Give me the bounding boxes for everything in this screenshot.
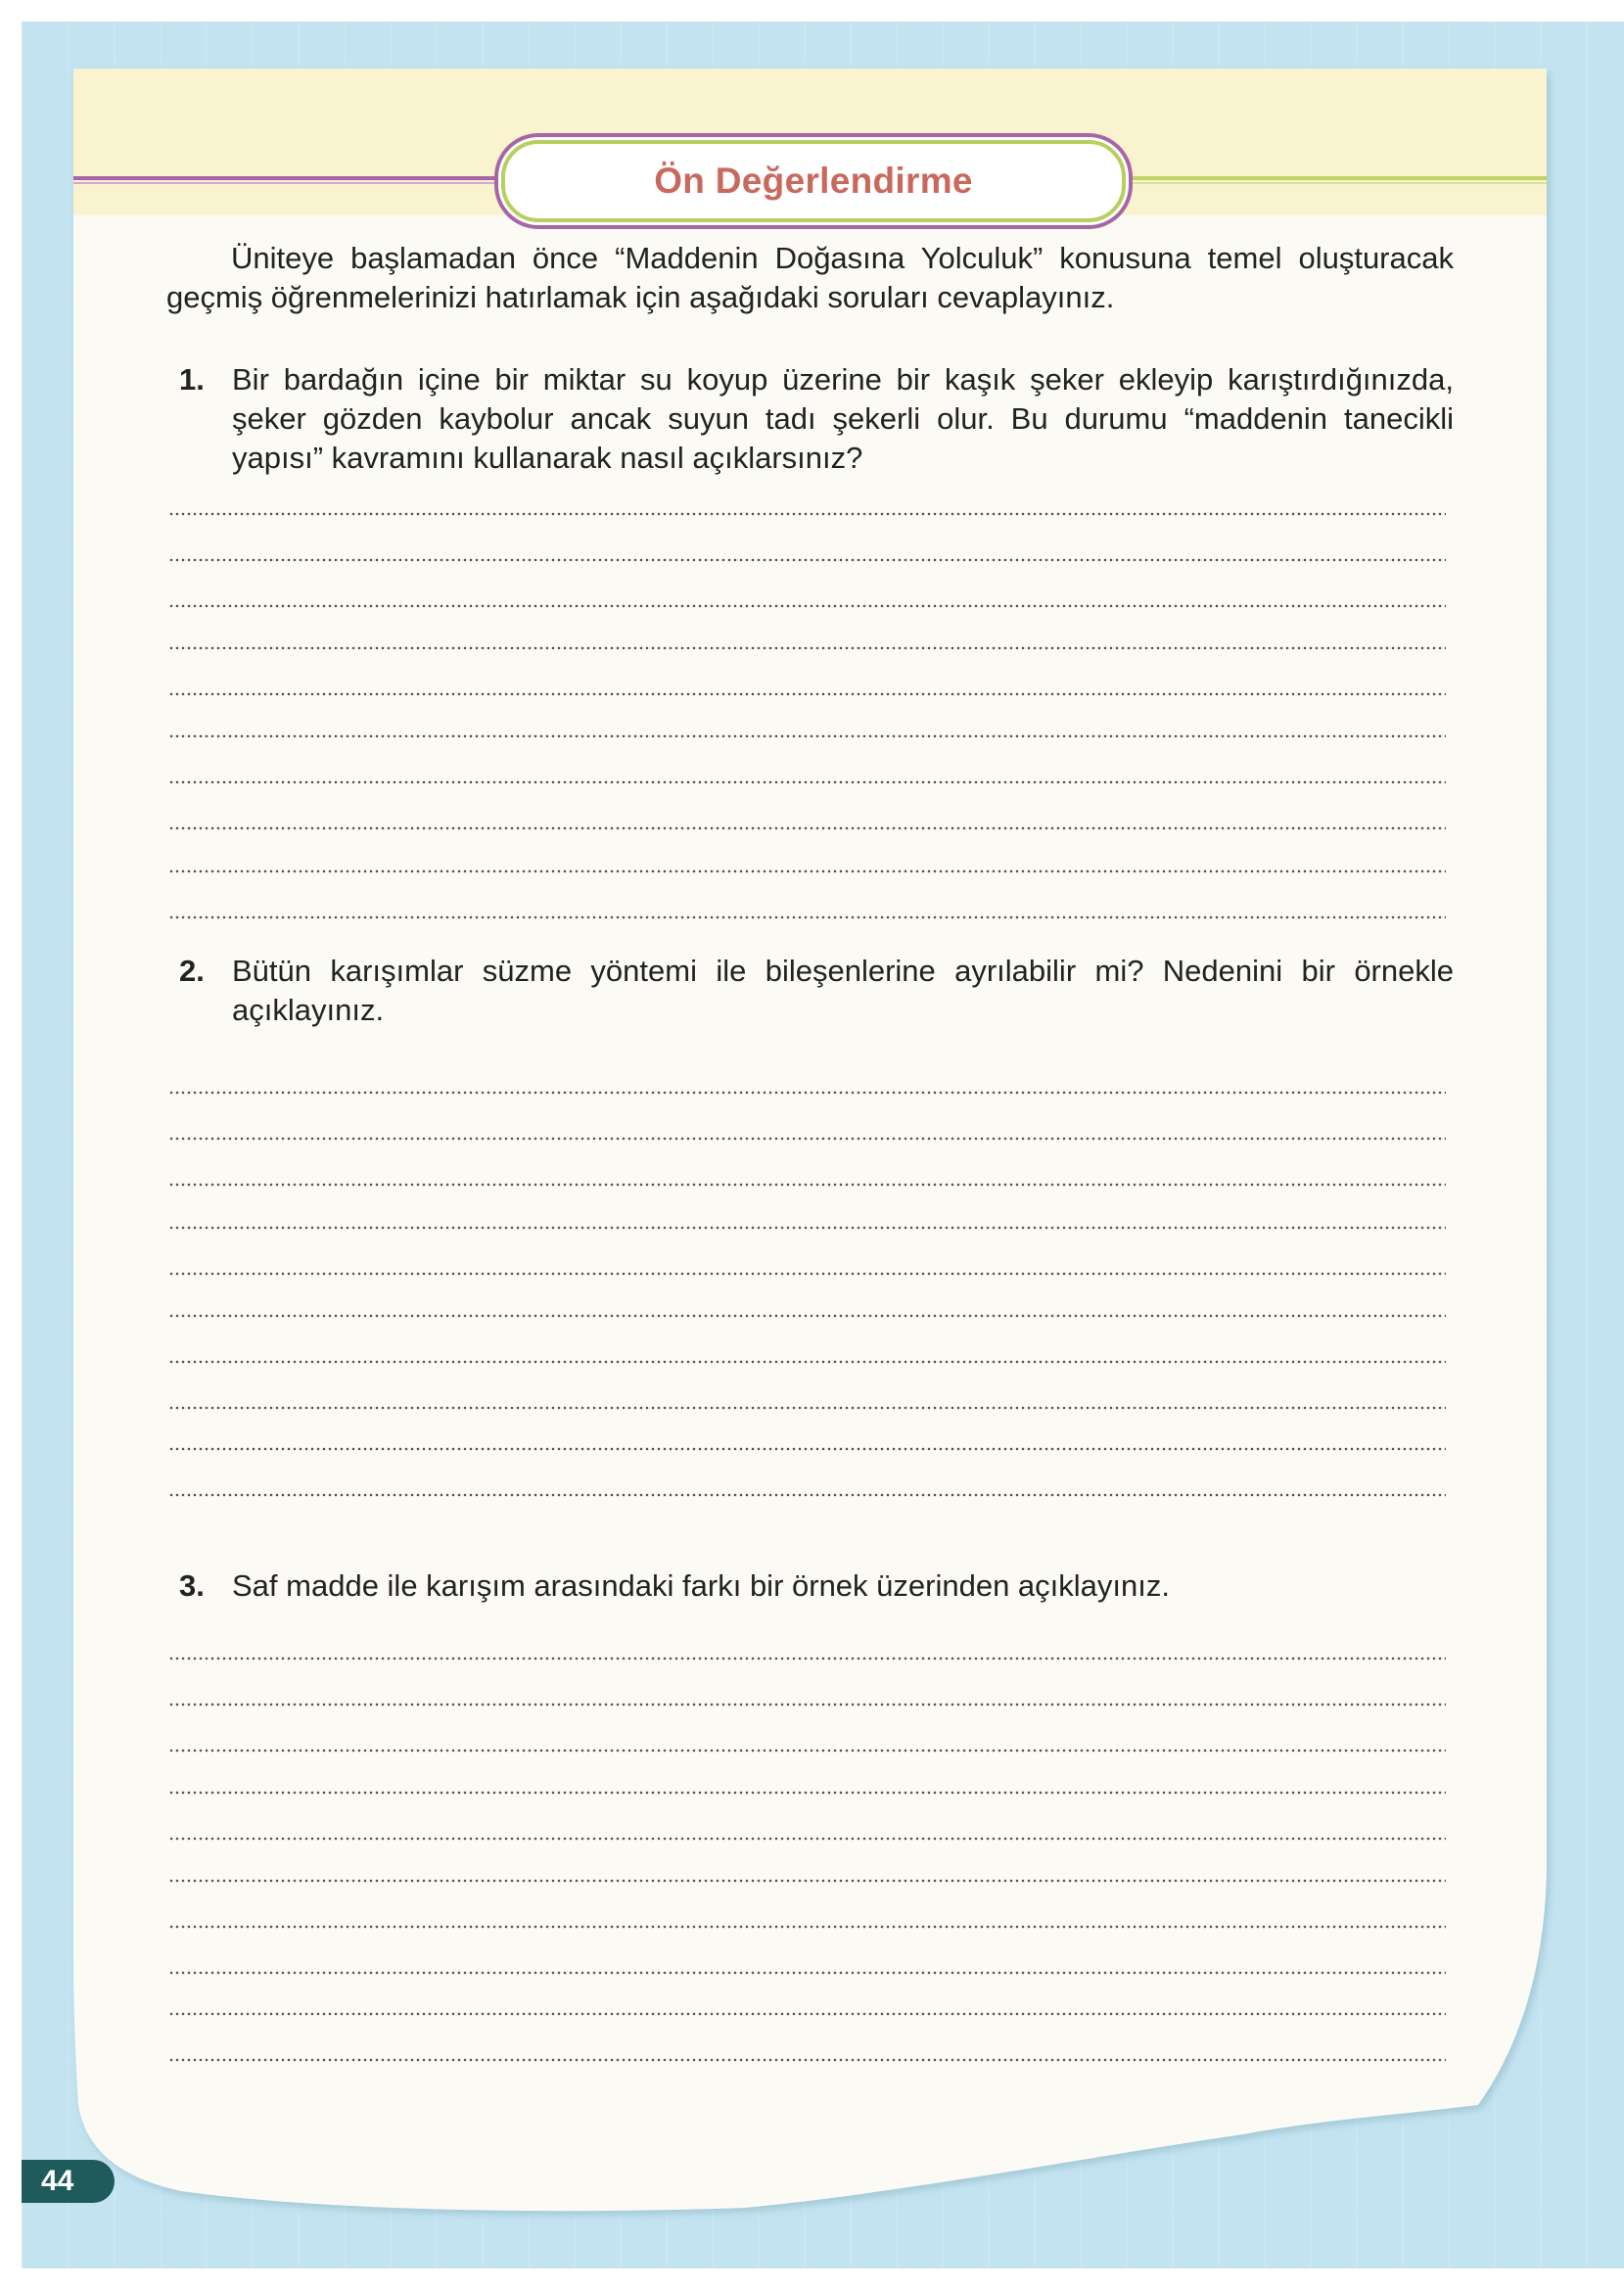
title-banner [501,140,1126,222]
answer-line[interactable] [168,1657,1446,1660]
answer-line[interactable] [168,1791,1446,1795]
answer-line[interactable] [168,558,1446,562]
question-1 [179,360,1454,478]
answer-line[interactable] [168,1879,1446,1883]
answer-line[interactable] [168,1314,1446,1318]
answer-line[interactable] [168,869,1446,873]
answer-line[interactable] [168,1360,1446,1364]
answer-line[interactable] [168,1493,1446,1497]
answer-line[interactable] [168,734,1446,738]
answer-line[interactable] [168,1406,1446,1410]
answer-line[interactable] [168,915,1446,919]
answer-line[interactable] [168,1749,1446,1753]
question-2 [179,952,1454,1030]
answer-line[interactable] [168,1837,1446,1841]
answer-line[interactable] [168,1971,1446,1975]
answer-line[interactable] [168,1272,1446,1276]
header-rule-right [1116,176,1547,180]
answer-line[interactable] [168,826,1446,830]
page-number: 44 [41,2165,74,2197]
question-number: 2. [179,954,205,988]
question-number: 3. [179,1568,205,1603]
header-rule-left-thin [73,182,504,184]
answer-line[interactable] [168,1183,1446,1187]
header-rule-right-thin [1116,182,1547,184]
answer-line[interactable] [168,646,1446,650]
page-number-tab [22,2160,115,2203]
page-title: Ön Değerlendirme [654,161,973,201]
answer-line[interactable] [168,780,1446,784]
answer-line[interactable] [168,1925,1446,1929]
answer-line[interactable] [168,1226,1446,1230]
question-3 [179,1566,1454,1606]
answer-line[interactable] [168,2058,1446,2062]
answer-line[interactable] [168,512,1446,516]
answer-line[interactable] [168,1091,1446,1095]
header-rule-left [73,176,504,180]
answer-line[interactable] [168,1703,1446,1707]
answer-line[interactable] [168,604,1446,608]
question-text: Bütün karışımlar süzme yöntemi ile bileşenlerine ayrılabilir mi? Nedenini bir örnekle açıklayınız. [232,954,1454,1027]
intro-paragraph: Üniteye başlamadan önce “Maddenin Doğasına Yolculuk” konusuna temel oluşturacak geçmiş öğrenmelerinizi hatırlamak için aşağıdaki soruları cevaplayınız. [166,241,1454,314]
question-text: Saf madde ile karışım arasındaki farkı bir örnek üzerinden açıklayınız. [232,1568,1170,1603]
question-number: 1. [179,362,205,397]
answer-line[interactable] [168,2012,1446,2016]
answer-line[interactable] [168,692,1446,696]
answer-line[interactable] [168,1447,1446,1451]
question-text: Bir bardağın içine bir miktar su koyup üzerine bir kaşık şeker ekleyip karıştırdığınızda, şeker gözden kaybolur ancak suyun tadı şekerli olur. Bu durumu “maddenin tanecikli yapısı” kavramını kullanarak nasıl açıklarsınız? [232,362,1454,475]
answer-line[interactable] [168,1137,1446,1141]
